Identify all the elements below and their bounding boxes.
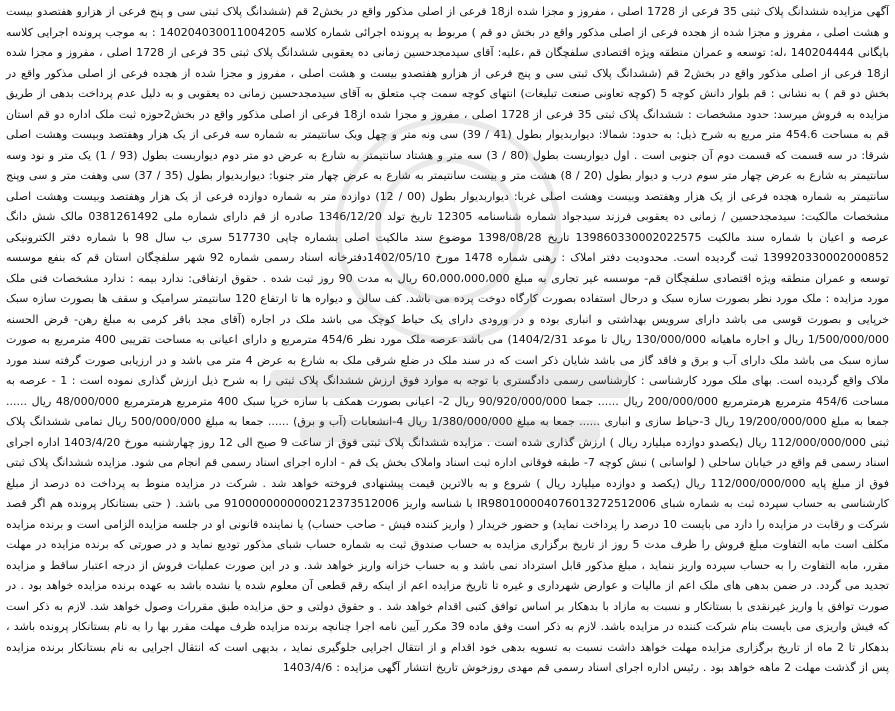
auction-notice-text: آگهی مزایده ششدانگ پلاک ثبتی 35 فرعی از 1728 اصلی ، مفروز و مجزا شده از18 فرعی از اصلی مذکور واقع در بخش2 قم (ششدانگ پلاک ثبتی سی و پنج فرعی از هزارو هفتصدو بیست و هشت اصلی ، مفروز و مجزا شده از هجده فرعی از اصلی مذکور واقع در بخش دو قم ) مربوط به پرونده اجرائی شماره کلاسه 140204030011004205 : به موجب پرونده اجرایی کلاسه بایگانی 140204444 ،له: توسعه و عمران منطقه ویژه اقتصادی سلفچگان قم ،علیه: آقای سیدمجدحسین زمانی ده یعقوبی ششدانگ پلاک ثبتی 35 فرعی از 1728 اصلی ، مفروز و مجزا شده از18 فرعی از اصلی مذکور واقع در بخش2 قم (ششدانگ پلاک ثبتی سی و پنج فرعی از هزارو هفتصدو بیست و هشت اصلی ، مفروز و مجزا شده از هجده فرعی از اصلی مذکور واقع در بخش دو قم ) به نشانی : قم بلوار دانش کوچه 5 (کوچه تعاونی صنعت تبلیغات) انتهای کوچه سمت چپ متعلق به آقای سیدمجدحسین زمانی ده یعقوبی و به دلیل عدم پرداخت بدهی از طریق مزایده به فروش میرسد: حدود مشخصات : ششدانگ پلاک ثبتی 35 فرعی از 1728 اصلی ، مفروز و مجزا شده از18 فرعی از اصلی مذکور واقع در بخش2حوزه ثبت ملک اداره دو قم استان قم به مساحت 454.6 متر مربع به شرح ذیل: به حدود: شمالا: دیواربدیوار بطول (41 / 39) سی ونه متر و چهل ویک سانتیمتر به شماره سه فرعی از یک هزار وهفتصد وبیست وهشت اصلی شرقا: در سه قسمت که قسمت دوم آن جنوبی است . اول دیواربست بطول (80 / 3) سه متر و هشتاد سانتیمتر به شارع به عرض دو متر دوم دیواربست بطول (93 / 1) یک متر و نود وسه سانتیمتر به شارع به عرض چهار متر سوم درب و دیوار بطول (20 / 8) هشت متر و بیست سانتیمتر به شارع به عرض چهار متر جنوبا: دیواربدیوار بطول (35 / 37) سی وهفت متر و سی وپنج سانتیمتر به شماره هجده فرعی از یک هزار وهفتصد وبیست وهشت اصلی غربا: دیواربدیوار بطول (00 / 12) دوازده متر به شماره دوازده فرعی از یک هزار وهفتصد وبیست وهشت اصلی مشخصات مالکیت: سیدمجدحسین / زمانی ده یعقوبی فرزند سیدجواد شماره شناسنامه 12305 تاریخ تولد 1346/12/20 صادره از قم دارای شماره ملی 0381261492 مالک شش دانگ عرصه و اعیان با شماره سند مالکیت 139860330002022575 تاریخ 1398/08/28 موضوع سند مالکیت اصلی بشماره چاپی 517730 سری ب سال 98 با شماره دفتر الکترونیکی 139920330002000852 ثبت گردیده است. محدودیت دفتر املاک : رهنی شماره 1478 مورخ 1402/05/10دفترخانه اسناد رسمی شماره 92 شهر سلفچگان استان قم که بنفع موسسه توسعه و عمران منطقه ویژه اقتصادی سلفچگان قم- موسسه غیر تجاری به مبلغ 60،000،000،000 ریال به مدت 90 روز ثبت شده . حقوق ارتفاقی: ندارد بیمه : ندارد مشخصات فنی ملک مورد مزایده : ملک مورد نظر بصورت سازه سبک و درحال استفاده بصورت کارگاه دوخت پرده می باشد. کف سالن و دیواره ها تا ارتفاع 120 سانتیمتر سرامیک و سقف ها بصورت سازه سبک خرپایی و بصورت قوسی می باشد دارای سرویس بهداشتی و انباری بوده و در ورودی دارای یک حیاط کوچک می باشد ملک در اجاره (آقای مجد باقر کرمی به مبلغ رهن- قرض الحسنه 1/500/000/000 ریال و اجاره ماهیانه 130/000/000 ریال تا موعد 1404/2/31) می باشد عرصه ملک مورد نظر 454/6 مترمربع و دارای اعیانی به مساحت تقریبی 400 مترمربع به صورت سازه سبک می باشد ملک دارای آب و برق و فاقد گاز می باشد شایان ذکر است که در سند ملک در ضلع شرقی ملک به شارع به عرض 4 متر می باشد و در ارزیابی صورت گرفته سند مورد ملاک واقع گردیده است. بهای ملک مورد کارشناسی : کارشناسی رسمی دادگستری با توجه به موارد فوق ارزش ششدانگ پلاک ثبتی را به شرح ذیل ارزش گذاری نموده است : 1 - عرصه به مساحت 454/6 مترمربع هرمترمربع 200/000/000 ریال ...... جمعا 90/920/000/000 ریال 2- اعیانی بصورت همکف با سازه خرپا سبک 400 مترمربع هرمترمربع 48/000/000 ریال ...... جمعا به مبلغ 19/200/000/000 ریال 3-حیاط سازی و انباری ...... جمعا به مبلغ 1/380/000/000 ریال 4-انشعابات (آب و برق) ...... جمعا به مبلغ 500/000/000 ریال تمامی ششدانگ پلاک ثبتی 112/000/000/000 ریال (یکصدو دوازده میلیارد ریال ) ارزش گذاری شده است . مزایده ششدانگ پلاک ثبتی فوق از ساعت 9 صبح الی 12 روز چهارشنبه مورخ 1403/4/20 اداره اجرای اسناد رسمی قم واقع در خیابان ساحلی ( لواسانی ) نبش کوچه 7- طبقه فوقانی اداره ثبت اسناد واملاک بخش یک قم - اداره اجرای اسناد رسمی قم انجام می شود. مزایده ششدانگ پلاک ثبتی فوق از مبلغ پایه 112/000/000/000 ریال (یکصد و دوازده میلیارد ریال ) شروع و به بالاترین قیمت پیشنهادی فروخته خواهد شد . شرکت در مزایده منوط به پرداخت ده درصد از مبلغ کارشناسی به حساب سپرده ثبت به شماره شبای IR980100004076013272512006 با شناسه واریز 9100000000000212373512006 می باشد. ( حتی بستانکار پرونده هم اگر قصد شرکت و رقابت در مزایده را دارد می بایست 10 درصد را پرداخت نماید) و حضور خریدار ( واریز کننده فیش - صاحب حساب) یا نماینده قانونی او در جلسه مزایده الزامی است و برنده مزایده مکلف است مابه التفاوت مبلغ فروش را ظرف مدت 5 روز از تاریخ برگزاری مزایده به حساب صندوق ثبت به شماره حساب شبای مذکور تودیع نماید و در صورتی که برنده مزایده در مهلت مقرر، مابه التفاوت را به حساب سپرده واریز ننماید ، مبلغ مذکور قابل استرداد نمی باشد و به حساب خزانه واریز خواهد شد. و در این صورت عملیات فروش از درجه اعتبار ساقط و مزایده تجدید می گردد. در ضمن بدهی های ملک اعم از مالیات و عوارض شهرداری و غیره تا تاریخ مزایده اعم از اینکه رقم قطعی آن معلوم شده یا نشده باشد به عهده برنده مزایده خواهد بود . در صورت توافق یا واریز غیرنقدی با بستانکار و نسبت به مازاد با بدهکار بر اساس توافق کتبی اقدام خواهد شد . و حقوق دولتی و حق مزایده طبق مقررات وصول خواهد شد. لازم به ذکر است که فیش واریزی می بایست بنام شرکت کننده در مزایده باشد. لازم به ذکر است وفق ماده 39 مکرر آیین نامه اجرا چنانچه برنده مزایده ظرف مهلت مقرر بها را به نام بستانکار پرونده باشد ، بدهکار تا 2 ماه از تاریخ برگزاری مزایده مهلت خواهد داشت نسبت به تسویه بدهی خود اقدام و از انتقال اجرایی جلوگیری نماید ، بدیهی است که انتقال اجرایی به نام بستانکار برنده مزایده پس از گذشت مهلت 2 ماهه خواهد بود . رئیس اداره اجرای اسناد رسمی قم مهدی روزخوش تاریخ انتشار آگهی مزایده : 1403/4/6 — [6, 5, 890, 674]
